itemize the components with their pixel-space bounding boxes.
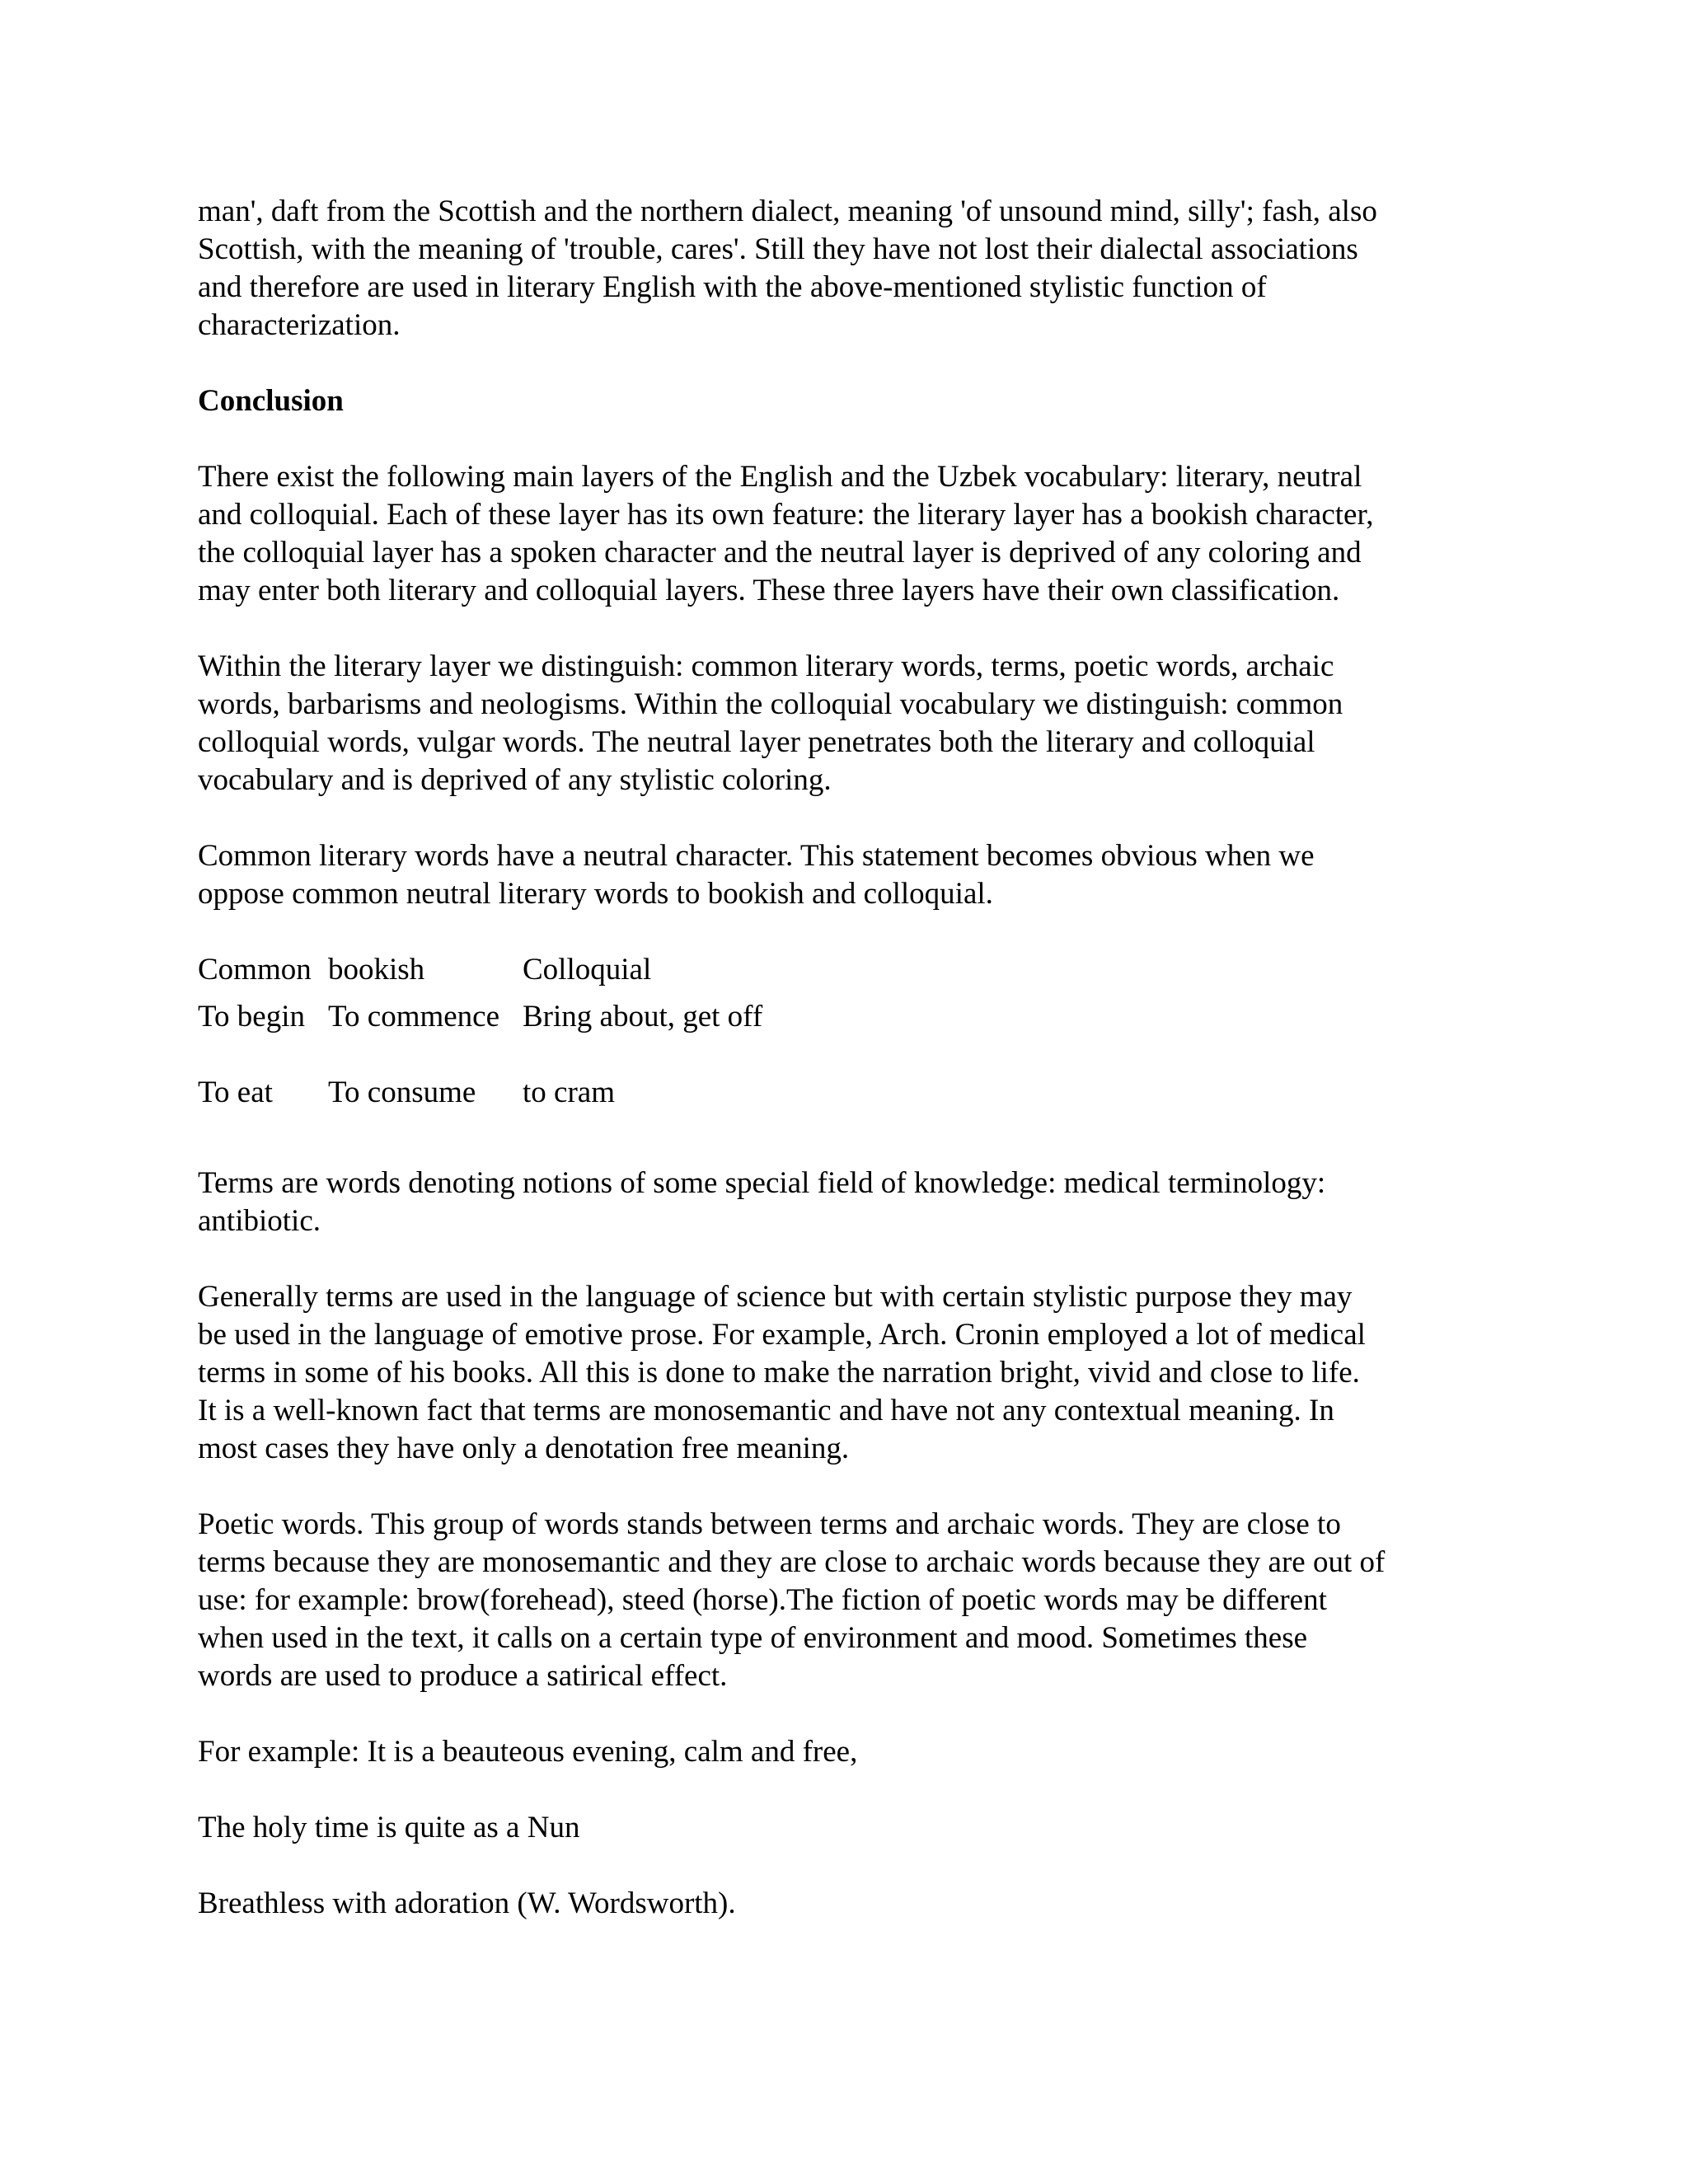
section-heading: Conclusion [198,384,344,418]
intro-paragraph: man', daft from the Scottish and the northern dialect, meaning 'of unsound mind, silly'; fash, also Scottish, with the meaning of 'trouble, cares'. Still they have not lost their dialectal associations and therefore are used in literary English with the above-mentioned stylistic function of characterization. [198,194,1377,342]
table-cell: To consume [328,1076,476,1109]
poem-line-2: The holy time is quite as a Nun [198,1811,580,1844]
table-cell: Bring about, get off [523,1000,763,1033]
paragraph-poetic-words: Poetic words. This group of words stands between terms and archaic words. They are close to terms because they are monosemantic and they are close to archaic words because they are out of use: for example: brow(forehead), steed (horse).The fiction of poetic words may be different when used in the text, it calls on a certain type of environment and mood. Sometimes these words are used to produce a satirical effect. [198,1507,1386,1693]
word-comparison-table [198,951,762,1112]
poem-line-3: Breathless with adoration (W. Wordsworth). [198,1886,736,1920]
paragraph-terms-usage: Generally terms are used in the language of science but with certain stylistic purpose they may be used in the language of emotive prose. For example, Arch. Cronin employed a lot of medical terms in some of his books. All this is done to make the narration bright, vivid and close to life. It is a well-known fact that terms are monosemantic and have not any contextual meaning. In most cases they have only a denotation free meaning. [198,1280,1366,1465]
table-cell: To eat [198,1076,273,1109]
paragraph-literary-layer: Within the literary layer we distinguish: common literary words, terms, poetic words, archaic words, barbarisms and neologisms. Within the colloquial vocabulary we distinguish: common colloquial words, vulgar words. The neutral layer penetrates both the literary and colloquial vocabulary and is deprived of any stylistic coloring. [198,649,1343,797]
table-row [198,1074,762,1112]
paragraph-common-literary: Common literary words have a neutral character. This statement becomes obvious when we oppose common neutral literary words to bookish and colloquial. [198,839,1315,911]
paragraph-layers: There exist the following main layers of the English and the Uzbek vocabulary: literary, neutral and colloquial. Each of these layer has its own feature: the literary layer has a bookish character, the colloquial layer has a spoken character and the neutral layer is deprived of any coloring and may enter both literary and colloquial layers. These three layers have their own classification. [198,460,1374,607]
table-cell: Colloquial [523,953,652,987]
table-row [198,998,762,1074]
table-cell: To commence [328,1000,500,1033]
table-cell: bookish [328,953,425,987]
poem-line-1: For example: It is a beauteous evening, calm and free, [198,1735,858,1769]
table-row [198,951,762,998]
table-cell: To begin [198,1000,305,1033]
table-cell: Common [198,953,312,987]
document-body [198,193,1500,1923]
paragraph-terms: Terms are words denoting notions of some special field of knowledge: medical terminology: antibiotic. [198,1166,1326,1238]
table-cell: to cram [523,1076,615,1109]
